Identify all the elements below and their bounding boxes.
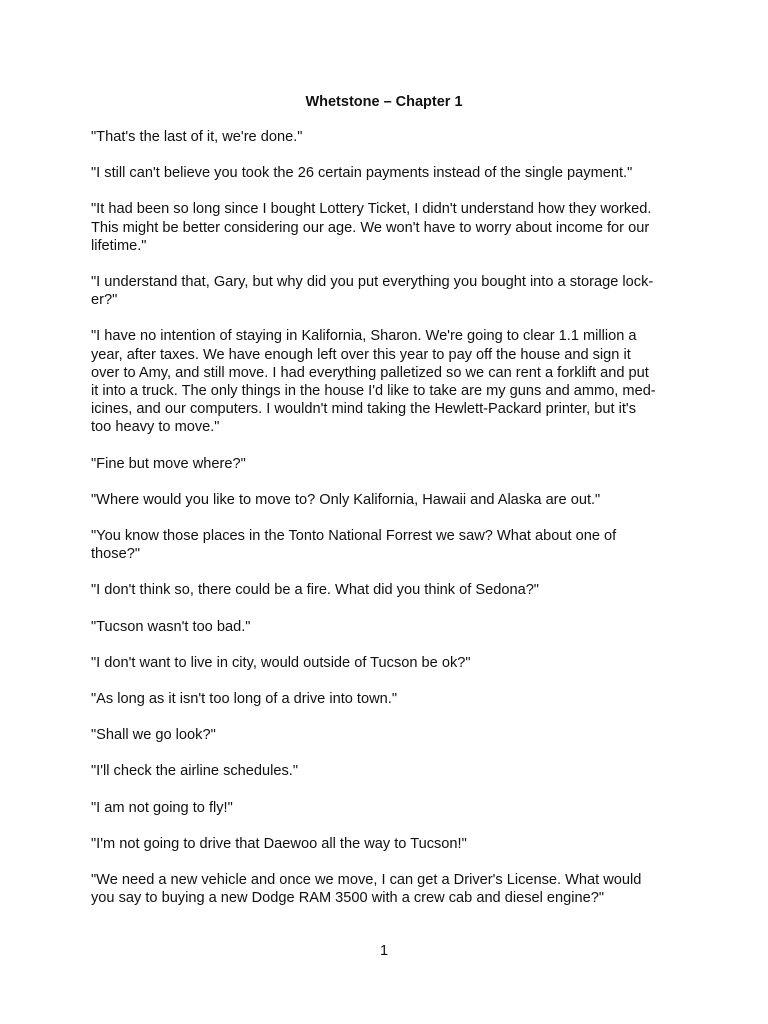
chapter-title: Whetstone – Chapter 1 [305,94,463,110]
paragraph: "That's the last of it, we're done." [91,129,303,145]
paragraph: "I still can't believe you took the 26 certain payments instead of the single payment." [91,165,633,182]
paragraph: "Shall we go look?" [91,727,216,744]
paragraph: "I don't think so, there could be a fire. What did you think of Sedona?" [91,582,539,599]
paragraph: "I understand that, Gary, but why did you put everything you bought into a storage lock- er?" [91,274,654,309]
paragraph: "It had been so long since I bought Lottery Ticket, I didn't understand how they worked. This might be better considering our age. We won't have to worry about income for our lifetime." [91,201,652,254]
paragraph: "I'll check the airline schedules." [91,763,299,780]
paragraph: "As long as it isn't too long of a drive into town." [91,691,397,708]
paragraph: "I have no intention of staying in Kalifornia, Sharon. We're going to clear 1.1 million a year, after taxes. We have enough left over this year to pay off the house and sign it over to Amy, and still move. I had everything palletized so we can rent a forklift and put it into a truck. The only things in the house I'd like to take are my guns and ammo, med- icines, and our computers. I wouldn't mind taking the Hewlett-Packard printer, but it's too heavy to move." [91,328,656,436]
paragraph: "Where would you like to move to? Only Kalifornia, Hawaii and Alaska are out." [91,491,601,508]
paragraph: "I'm not going to drive that Daewoo all the way to Tucson!" [91,835,467,852]
page-number: 1 [379,943,389,959]
paragraph: "I am not going to fly!" [91,799,233,816]
paragraph: "Tucson wasn't too bad." [91,618,251,635]
paragraph: "I don't want to live in city, would outside of Tucson be ok?" [91,654,471,671]
paragraph: "Fine but move where?" [91,455,246,472]
document-body [91,128,687,925]
paragraph: "We need a new vehicle and once we move, I can get a Driver's License. What would you say to buying a new Dodge RAM 3500 with a crew cab and diesel engine?" [91,872,642,907]
paragraph: "You know those places in the Tonto National Forrest we saw? What about one of those?" [91,528,617,563]
